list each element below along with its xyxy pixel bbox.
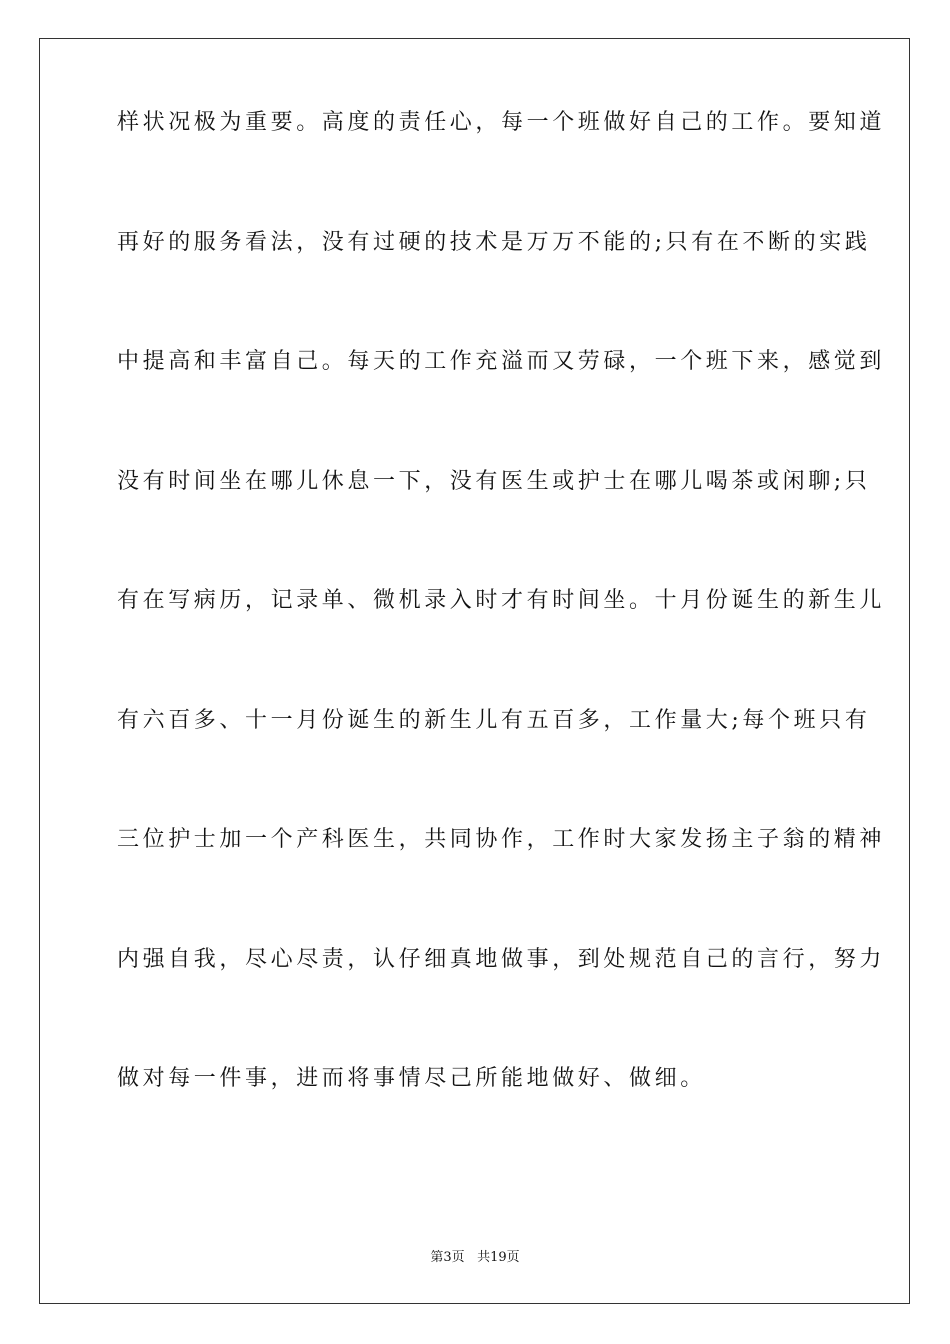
text-line: 中提高和丰富自己。每天的工作充溢而又劳碌，一个班下来，感觉到 bbox=[117, 349, 886, 374]
page-footer bbox=[0, 1246, 950, 1265]
text-line: 再好的服务看法，没有过硬的技术是万万不能的;只有在不断的实践 bbox=[117, 229, 871, 255]
text-line: 样状况极为重要。高度的责任心，每一个班做好自己的工作。要知道 bbox=[117, 110, 886, 135]
page-total: 共19页 bbox=[477, 1250, 520, 1265]
page-number: 第3页 bbox=[430, 1250, 465, 1265]
text-line: 三位护士加一个产科医生，共同协作，工作时大家发扬主子翁的精神 bbox=[117, 827, 886, 852]
text-line: 做对每一件事，进而将事情尽己所能地做好、做细。 bbox=[117, 1066, 706, 1091]
text-line: 没有时间坐在哪儿休息一下，没有医生或护士在哪儿喝茶或闲聊;只 bbox=[117, 468, 871, 494]
text-line: 有在写病历，记录单、微机录入时才有时间坐。十月份诞生的新生儿 bbox=[117, 588, 886, 613]
text-line: 有六百多、十一月份诞生的新生儿有五百多，工作量大;每个班只有 bbox=[117, 707, 871, 733]
text-line: 内强自我，尽心尽责，认仔细真地做事，到处规范自己的言行，努力 bbox=[117, 946, 886, 972]
document-body bbox=[117, 110, 886, 1165]
